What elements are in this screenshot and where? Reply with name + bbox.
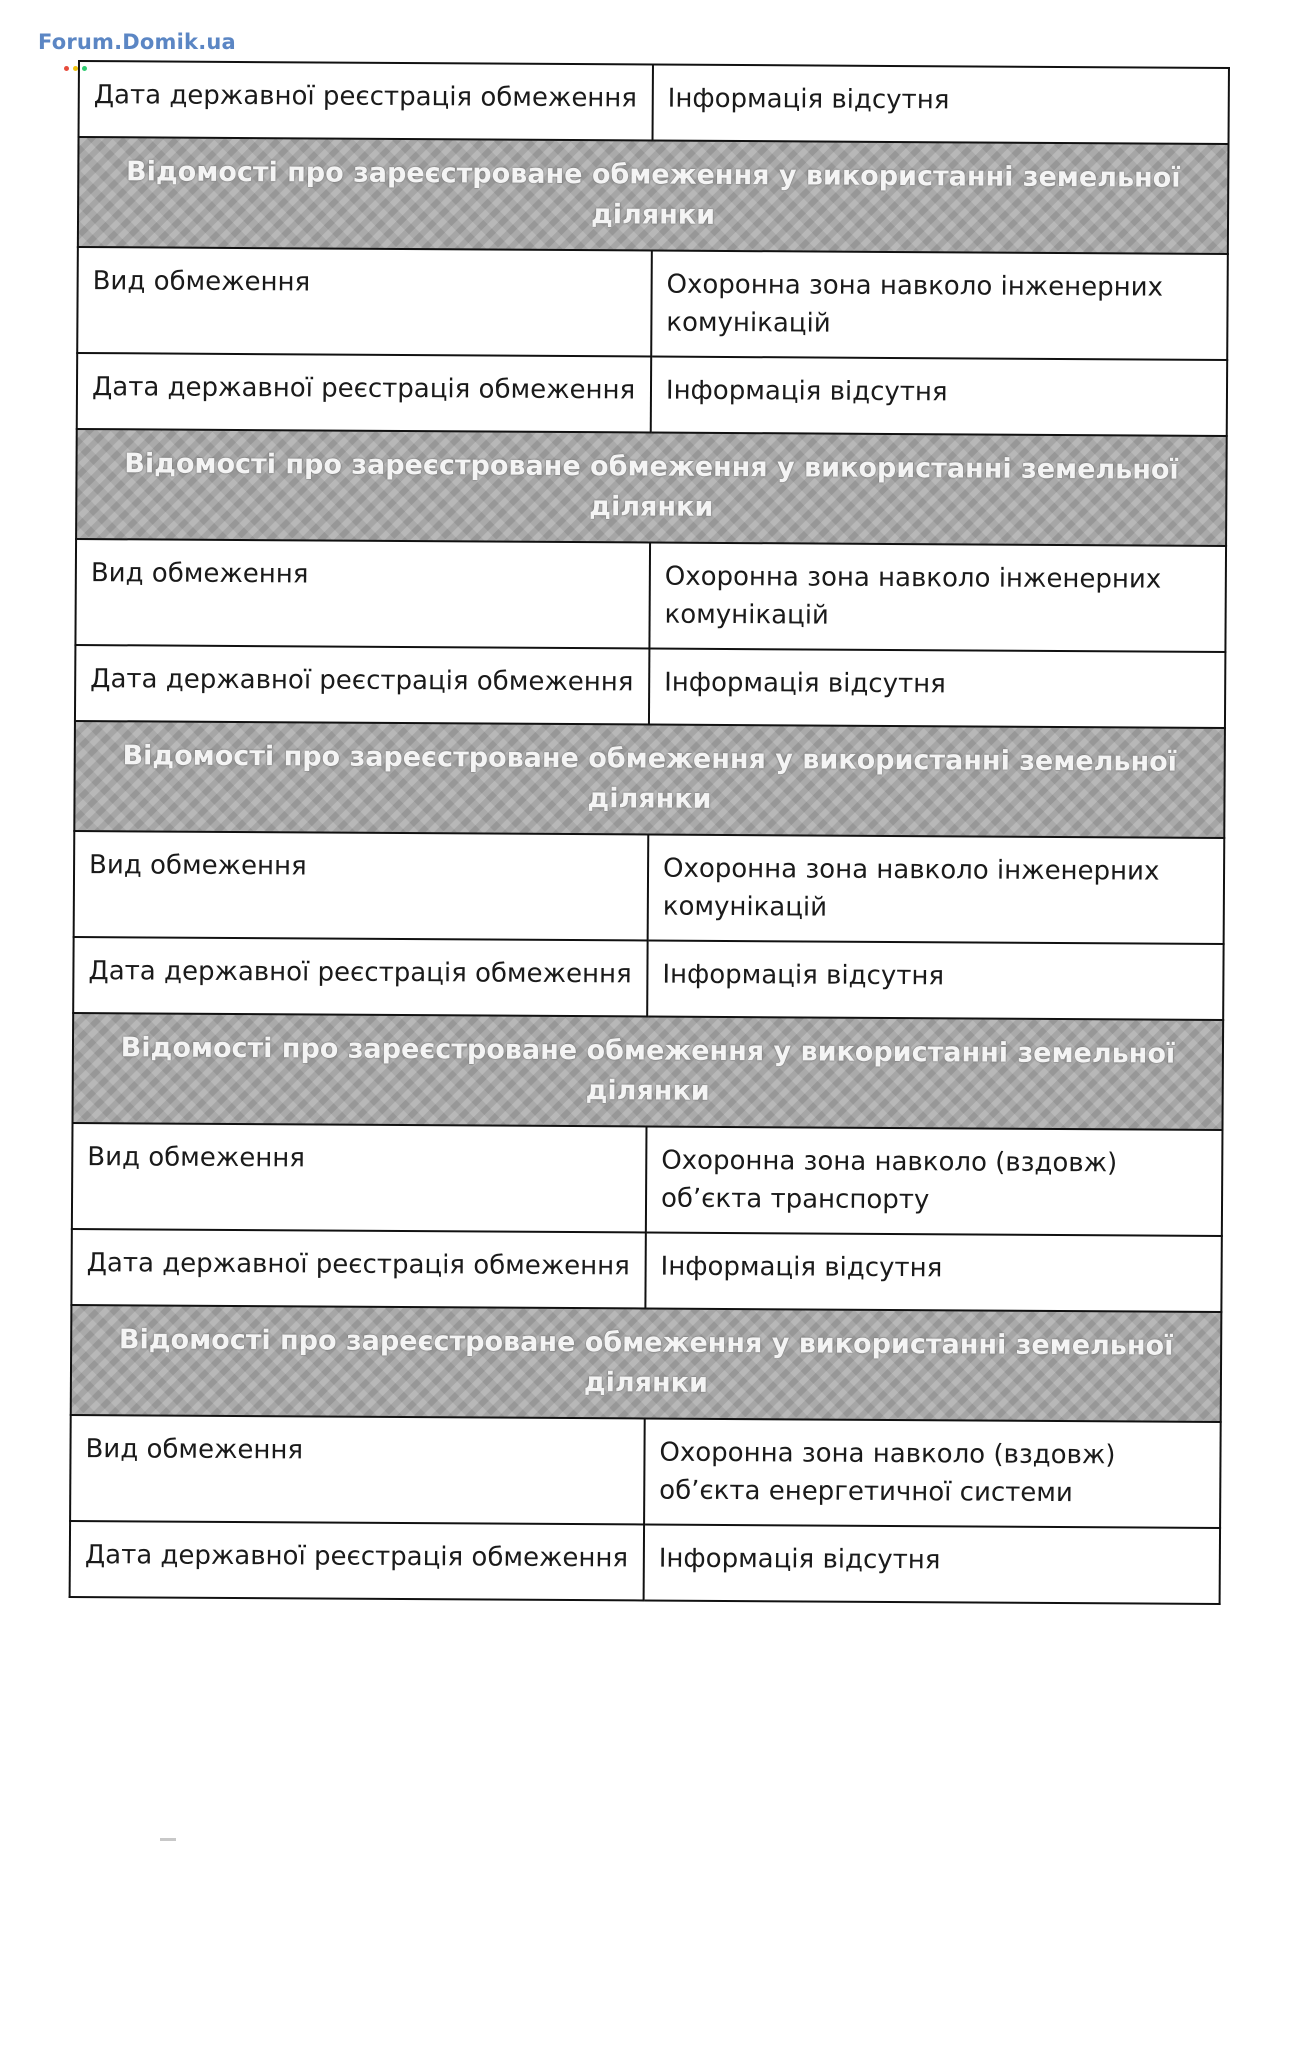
- scan-artifact: [160, 1838, 176, 1841]
- section-header-row: [78, 137, 1229, 254]
- table-row: [77, 247, 1228, 360]
- restrictions-table: [69, 60, 1230, 1605]
- date-value-cell: Інформація відсутня: [651, 357, 1228, 437]
- restriction-type-value: Охоронна зона навколо (вздовж) об’єкта транспорту: [646, 1126, 1223, 1236]
- date-value-cell: Інформація відсутня: [647, 940, 1224, 1020]
- table-row: [74, 831, 1225, 944]
- section-header: Відомості про зареєстроване обмеження у використанні земельної ділянки: [71, 1305, 1222, 1422]
- table-row: [75, 645, 1225, 728]
- restriction-type-label: Вид обмеження: [77, 247, 652, 357]
- date-label-cell: Дата державної реєстрація обмеження: [71, 1229, 645, 1309]
- table-row: [75, 539, 1226, 652]
- table-row: [72, 1123, 1223, 1236]
- date-label-cell: Дата державної реєстрація обмеження: [79, 61, 653, 141]
- restriction-type-label: Вид обмеження: [72, 1123, 647, 1233]
- restriction-type-value: Охоронна зона навколо інженерних комунікацій: [648, 834, 1225, 944]
- restriction-type-value: Охоронна зона навколо інженерних комунікацій: [651, 251, 1228, 361]
- section-header-row: [71, 1305, 1222, 1422]
- section-header: Відомості про зареєстроване обмеження у використанні земельної ділянки: [78, 137, 1229, 254]
- table-row: [70, 1521, 1220, 1604]
- date-value-cell: Інформація відсутня: [652, 65, 1229, 145]
- section-header-row: [74, 721, 1225, 838]
- section-header-row: [73, 1013, 1224, 1130]
- date-label-cell: Дата державної реєстрація обмеження: [70, 1521, 644, 1601]
- date-value-cell: Інформація відсутня: [649, 649, 1226, 729]
- table-row: [73, 937, 1223, 1020]
- table-row: [79, 61, 1229, 144]
- date-label-cell: Дата державної реєстрація обмеження: [73, 937, 647, 1017]
- section-header: Відомості про зареєстроване обмеження у використанні земельної ділянки: [76, 429, 1227, 546]
- table-row: [77, 353, 1227, 436]
- site-watermark: Forum.Domik.ua: [38, 30, 236, 54]
- restriction-type-value: Охоронна зона навколо (вздовж) об’єкта енергетичної системи: [644, 1418, 1221, 1528]
- date-label-cell: Дата державної реєстрація обмеження: [75, 645, 649, 725]
- section-header: Відомості про зареєстроване обмеження у використанні земельної ділянки: [74, 721, 1225, 838]
- table-row: [70, 1415, 1221, 1528]
- restriction-type-label: Вид обмеження: [74, 831, 649, 941]
- section-header: Відомості про зареєстроване обмеження у використанні земельної ділянки: [73, 1013, 1224, 1130]
- date-value-cell: Інформація відсутня: [644, 1524, 1221, 1604]
- date-label-cell: Дата державної реєстрація обмеження: [77, 353, 651, 433]
- restriction-type-value: Охоронна зона навколо інженерних комунікацій: [649, 543, 1226, 653]
- table-row: [71, 1229, 1221, 1312]
- date-value-cell: Інформація відсутня: [645, 1232, 1222, 1312]
- restriction-type-label: Вид обмеження: [70, 1415, 645, 1525]
- restriction-type-label: Вид обмеження: [75, 539, 650, 649]
- section-header-row: [76, 429, 1227, 546]
